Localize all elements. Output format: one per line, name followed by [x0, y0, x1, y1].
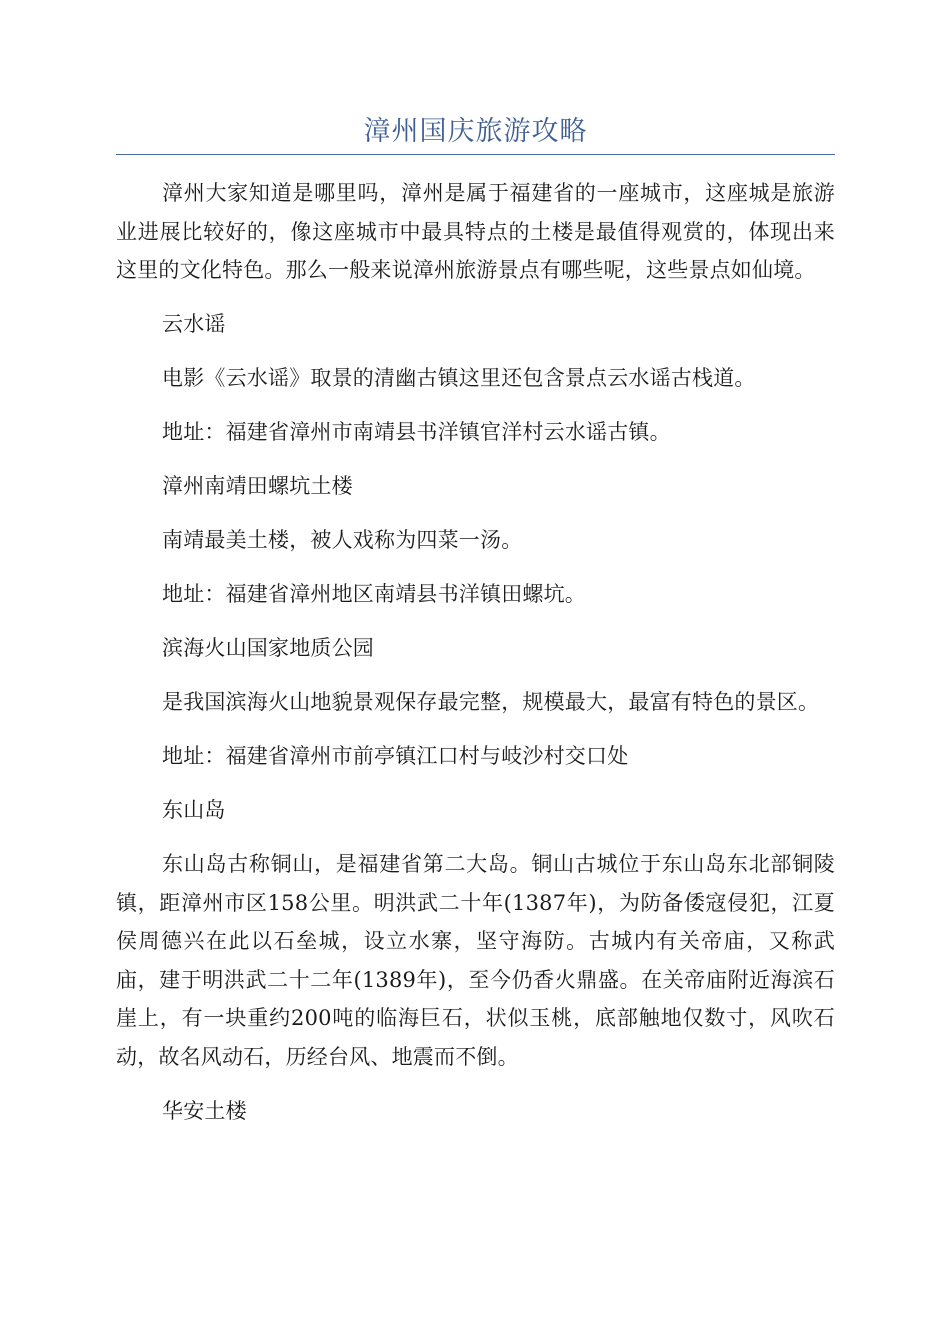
intro-paragraph: 漳州大家知道是哪里吗，漳州是属于福建省的一座城市，这座城是旅游业进展比较好的，像这座城市中最具特点的土楼是最值得观赏的，体现出来这里的文化特色。那么一般来说漳州旅游景点有哪些呢，这些景点如仙境。	[116, 181, 835, 282]
document-body	[116, 174, 835, 1130]
dongshan-island-description: 东山岛古称铜山，是福建省第二大岛。铜山古城位于东山岛东北部铜陵镇，距漳州市区158公里。明洪武二十年(1387年)，为防备倭寇侵犯，江夏侯周德兴在此以石垒城，设立水寨，坚守海防。古城内有关帝庙，又称武庙，建于明洪武二十二年(1389年)，至今仍香火鼎盛。在关帝庙附近海滨石崖上，有一块重约200吨的临海巨石，状似玉桃，底部触地仅数寸，风吹石动，故名风动石，历经台风、地震而不倒。	[116, 852, 835, 1069]
yunshuiyao-description: 电影《云水谣》取景的清幽古镇这里还包含景点云水谣古栈道。	[162, 366, 756, 390]
heading-huaan-tulou: 华安土楼	[162, 1098, 247, 1123]
volcano-park-description: 是我国滨海火山地貌景观保存最完整，规模最大，最富有特色的景区。	[162, 690, 820, 714]
volcano-park-address: 地址：福建省漳州市前亭镇江口村与岐沙村交口处	[162, 744, 629, 768]
heading-tianluokeng: 漳州南靖田螺坑土楼	[162, 474, 353, 498]
title-underline	[116, 154, 835, 155]
tianluokeng-address: 地址：福建省漳州地区南靖县书洋镇田螺坑。	[162, 582, 586, 606]
heading-dongshan-island: 东山岛	[162, 798, 226, 822]
page-title: 漳州国庆旅游攻略	[363, 116, 588, 147]
tianluokeng-description: 南靖最美土楼，被人戏称为四菜一汤。	[162, 528, 523, 552]
heading-yunshuiyao: 云水谣	[162, 312, 226, 336]
yunshuiyao-address: 地址：福建省漳州市南靖县书洋镇官洋村云水谣古镇。	[162, 420, 671, 444]
heading-volcano-park: 滨海火山国家地质公园	[162, 636, 374, 660]
